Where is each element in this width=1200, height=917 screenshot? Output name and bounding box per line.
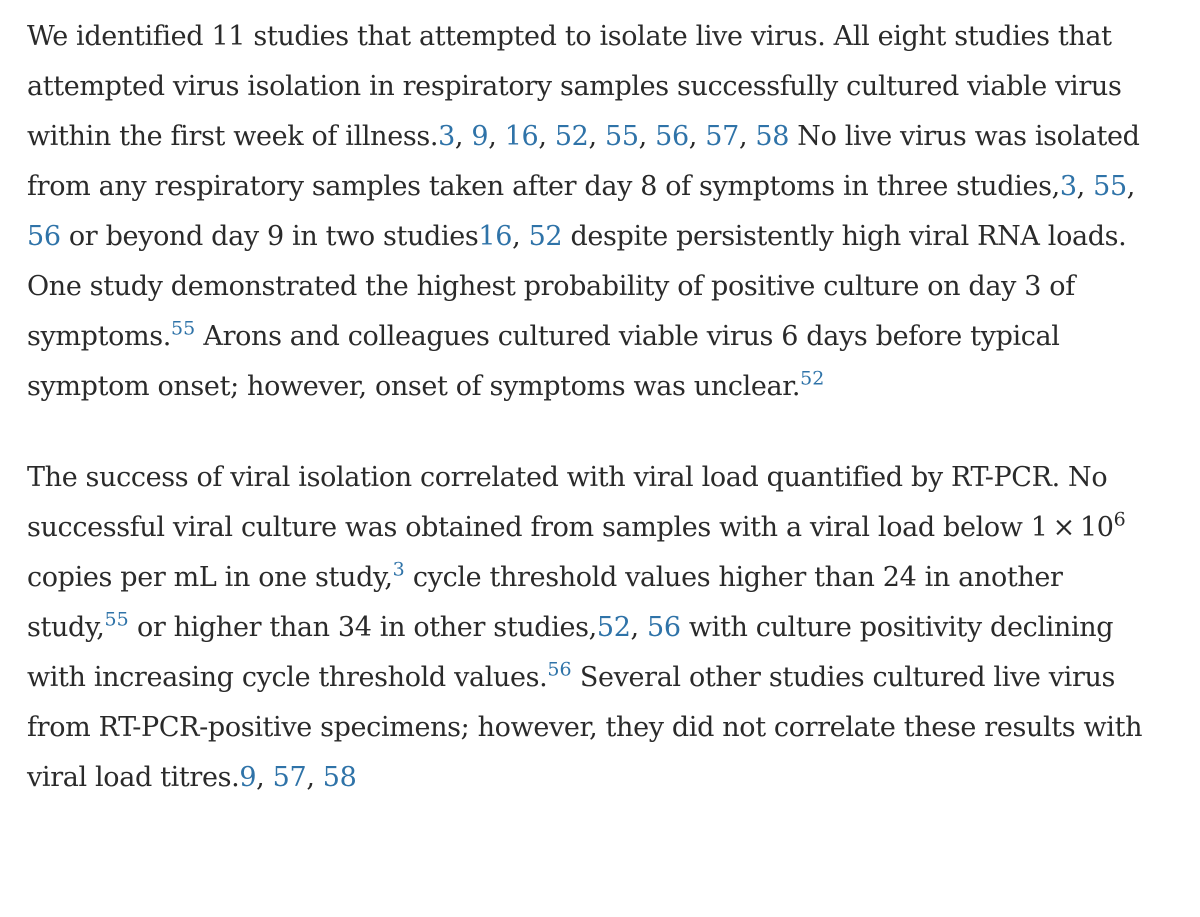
- citation-link[interactable]: 16: [478, 221, 513, 252]
- paragraph-text: ,: [454, 121, 472, 152]
- paragraph-text: ,: [306, 762, 323, 793]
- citation-link[interactable]: 58: [322, 762, 357, 793]
- citation-link[interactable]: 57: [272, 762, 307, 793]
- paragraph-text: ,: [688, 121, 706, 152]
- citation-link[interactable]: 56: [655, 121, 689, 152]
- paragraph-text: ,: [638, 121, 656, 152]
- paragraph-text: ,: [738, 121, 756, 152]
- paragraph-text: ,: [630, 612, 647, 643]
- citation-link[interactable]: 56: [647, 612, 681, 643]
- paragraph-text: Several other studies cultured live virus from RT-PCR-positive specimens; however, they did not correlate these results with viral load titres.: [27, 662, 1143, 793]
- exponent: 6: [1113, 508, 1126, 531]
- paragraph-text: ,: [1126, 171, 1136, 202]
- paragraph-text: ,: [488, 121, 505, 152]
- paragraph-text: ,: [512, 221, 529, 252]
- paragraph-viral-load: [27, 453, 1160, 803]
- paragraph-text: No live virus was isolated from any respiratory samples taken after day 8 of symptoms in three studies,: [27, 121, 1140, 202]
- paragraph-text: We identified 11 studies that attempted to isolate live virus. All eight studies that attempted virus isolation in respiratory samples successfully cultured viable virus within the first week of illness.: [27, 21, 1122, 152]
- paragraph-text: copies per mL in one study,: [27, 562, 393, 593]
- superscript-citation-link[interactable]: 55: [171, 317, 196, 340]
- citation-link[interactable]: 52: [554, 121, 589, 152]
- paragraph-text: ,: [1076, 171, 1094, 202]
- paragraph-text: cycle threshold values higher than 24 in another study,: [27, 562, 1063, 643]
- paragraph-virus-isolation: [27, 12, 1160, 412]
- citation-link[interactable]: 58: [755, 121, 790, 152]
- paragraph-text: ,: [538, 121, 555, 152]
- citation-link[interactable]: 9: [471, 121, 489, 152]
- superscript-citation-link[interactable]: 52: [800, 367, 825, 390]
- paragraph-text: with culture positivity declining with increasing cycle threshold values.: [27, 612, 1114, 693]
- paragraph-text: ,: [588, 121, 605, 152]
- citation-link[interactable]: 56: [27, 221, 61, 252]
- citation-link[interactable]: 3: [438, 121, 455, 152]
- citation-link[interactable]: 9: [239, 762, 257, 793]
- citation-link[interactable]: 16: [504, 121, 539, 152]
- citation-link[interactable]: 55: [604, 121, 639, 152]
- paragraph-text: Arons and colleagues cultured viable virus 6 days before typical symptom onset; however, onset of symptoms was unclear.: [27, 321, 1060, 402]
- paragraph-text: or beyond day 9 in two studies: [60, 221, 479, 252]
- citation-link[interactable]: 52: [528, 221, 563, 252]
- citation-link[interactable]: 55: [1093, 171, 1127, 202]
- superscript-citation-link[interactable]: 3: [392, 558, 405, 581]
- paragraph-text: despite persistently high viral RNA loads. One study demonstrated the highest probability of positive culture on day 3 of symptoms.: [27, 221, 1127, 352]
- citation-link[interactable]: 3: [1059, 171, 1077, 202]
- citation-link[interactable]: 52: [596, 612, 631, 643]
- paragraph-text: ,: [256, 762, 273, 793]
- superscript-citation-link[interactable]: 56: [547, 658, 572, 681]
- superscript-citation-link[interactable]: 55: [104, 608, 129, 631]
- citation-link[interactable]: 57: [705, 121, 739, 152]
- paragraph-text: The success of viral isolation correlated with viral load quantified by RT-PCR. No successful viral culture was obtained from samples with a viral load below 1 × 10: [27, 462, 1114, 543]
- paragraph-text: or higher than 34 in other studies,: [128, 612, 597, 643]
